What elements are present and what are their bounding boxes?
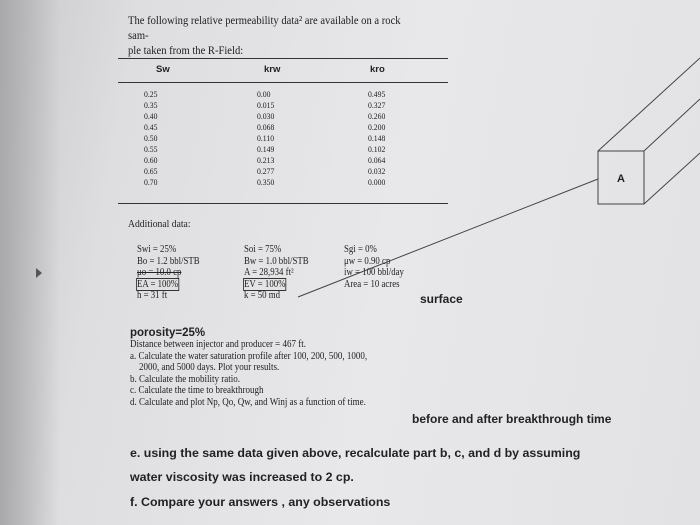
table-cell: 0.60 bbox=[144, 155, 158, 165]
block-label: A bbox=[617, 173, 625, 185]
table-cell: 0.70 bbox=[144, 177, 158, 187]
table-cell: 0.148 bbox=[368, 133, 386, 143]
table-cell: 0.45 bbox=[144, 122, 158, 132]
distance-line: Distance between injector and producer = 467 ft. bbox=[130, 339, 307, 350]
param-soi: Soi = 75% bbox=[244, 244, 282, 255]
table-cell: 0.015 bbox=[257, 100, 275, 110]
table-cell: 0.350 bbox=[257, 177, 275, 187]
header-sw: Sw bbox=[156, 64, 170, 75]
table-cell: 0.149 bbox=[257, 144, 275, 154]
question-e-line-1: e. using the same data given above, recalculate part b, c, and d by assuming bbox=[130, 446, 581, 460]
table-cell: 0.327 bbox=[368, 100, 386, 110]
param-bw: Bw = 1.0 bbl/STB bbox=[244, 255, 309, 267]
question-b: b. Calculate the mobility ratio. bbox=[130, 373, 240, 385]
table-cell: 0.068 bbox=[257, 122, 275, 132]
surface-annotation: surface bbox=[420, 292, 463, 306]
question-a-cont: 2000, and 5000 days. Plot your results. bbox=[139, 362, 280, 374]
table-cell: 0.064 bbox=[368, 155, 386, 165]
pointer-line bbox=[298, 179, 598, 297]
table-cell: 0.102 bbox=[368, 144, 386, 154]
table-cell: 0.50 bbox=[144, 133, 158, 143]
additional-data-title: Additional data: bbox=[128, 219, 191, 230]
param-area-ft: A = 28,934 ft² bbox=[244, 267, 294, 278]
table-cell: 0.55 bbox=[144, 144, 158, 154]
question-e-line-2: water viscosity was increased to 2 cp. bbox=[130, 470, 354, 484]
param-h: h = 31 ft bbox=[137, 290, 168, 301]
table-cell: 0.277 bbox=[257, 166, 275, 176]
param-muo: μo = 10.0 cp bbox=[137, 267, 182, 278]
table-cell: 0.030 bbox=[257, 111, 275, 121]
param-ev-text: EV = 100% bbox=[244, 278, 286, 290]
param-bo: Bo = 1.2 bbl/STB bbox=[137, 255, 200, 267]
table-cell: 0.35 bbox=[144, 100, 158, 110]
block-edge-top-right bbox=[644, 99, 700, 151]
param-ea-text: EA = 100% bbox=[137, 278, 179, 290]
table-cell: 0.40 bbox=[144, 111, 158, 121]
table-cell: 0.110 bbox=[257, 133, 275, 143]
block-edge-top-left bbox=[598, 58, 700, 151]
table-cell: 0.032 bbox=[368, 166, 386, 176]
table-cell: 0.65 bbox=[144, 166, 158, 176]
param-iw: iw = 100 bbl/day bbox=[344, 267, 404, 278]
question-d: d. Calculate and plot Np, Qo, Qw, and Winj as a function of time. bbox=[130, 396, 366, 408]
intro-line-2: ple taken from the R-Field: bbox=[128, 45, 244, 57]
table-cell: 0.200 bbox=[368, 122, 386, 132]
param-swi: Swi = 25% bbox=[137, 244, 177, 255]
question-c: c. Calculate the time to breakthrough bbox=[130, 385, 264, 397]
table-cell: 0.000 bbox=[368, 177, 386, 187]
param-muw: μw = 0.90 cp bbox=[344, 255, 391, 267]
table-cell: 0.00 bbox=[257, 89, 271, 99]
param-k: k = 50 md bbox=[244, 290, 281, 301]
block-edge-bottom-right bbox=[644, 153, 700, 204]
param-area-acres: Area = 10 acres bbox=[344, 278, 400, 290]
header-kro: kro bbox=[370, 64, 385, 75]
porosity-annotation: porosity=25% bbox=[130, 327, 206, 339]
intro-line-1: The following relative permeability data² are available on a rock sam- bbox=[128, 15, 401, 42]
question-f: f. Compare your answers , any observations bbox=[130, 495, 391, 509]
before-after-annotation: before and after breakthrough time bbox=[412, 412, 612, 426]
param-sgi: Sgi = 0% bbox=[344, 244, 377, 255]
table-cell: 0.25 bbox=[144, 89, 158, 99]
table-cell: 0.213 bbox=[257, 155, 275, 165]
table-cell: 0.495 bbox=[368, 89, 386, 99]
table-cell: 0.260 bbox=[368, 111, 386, 121]
header-krw: krw bbox=[264, 64, 281, 75]
question-a: a. Calculate the water saturation profile after 100, 200, 500, 1000, bbox=[130, 350, 368, 362]
